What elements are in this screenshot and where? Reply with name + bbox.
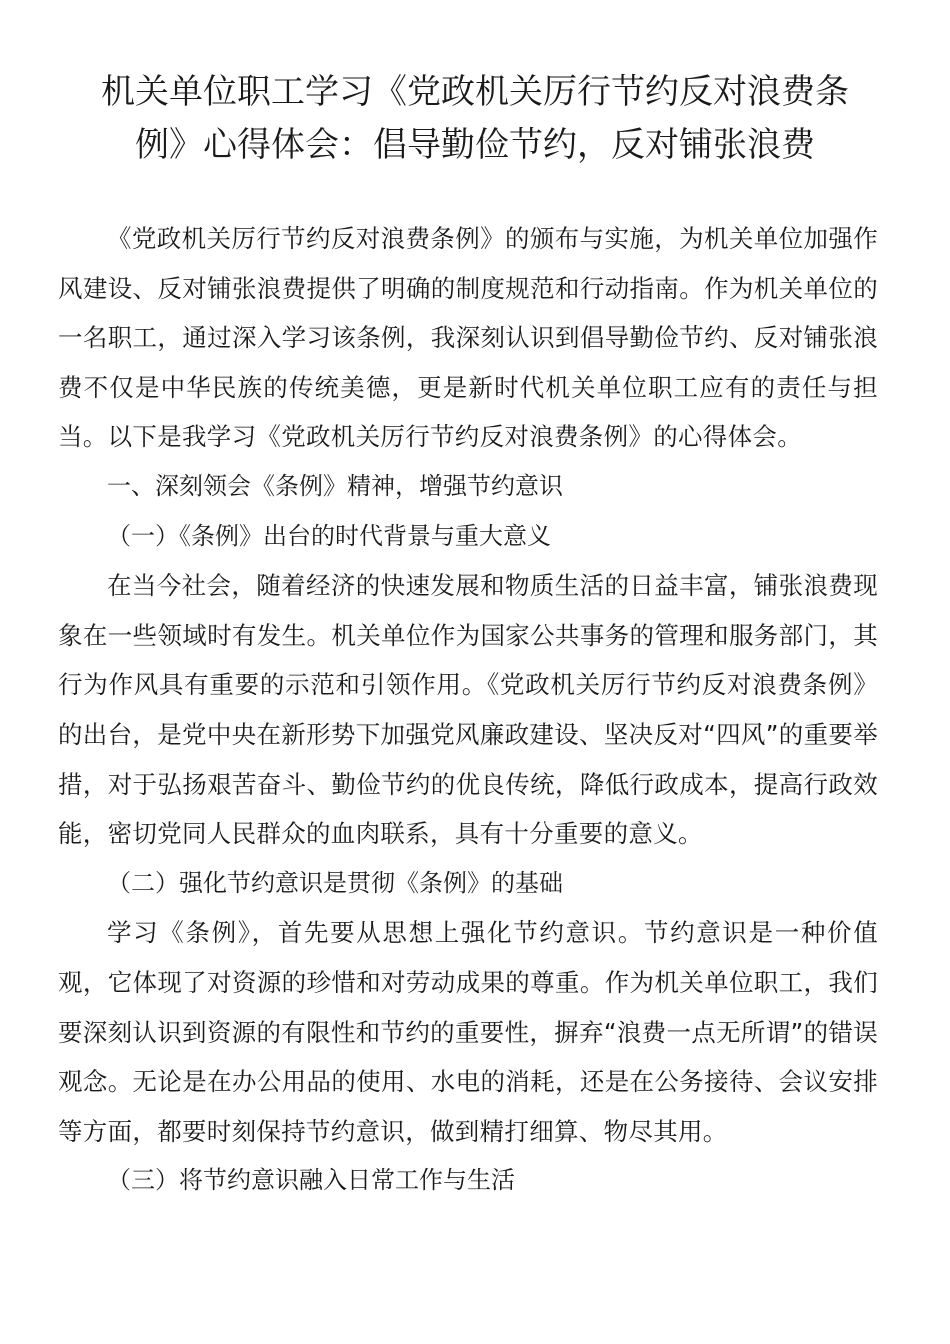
subsection-2-paragraph: 学习《条例》，首先要从思想上强化节约意识。节约意识是一种价值观，它体现了对资源的珍惜和对劳动成果的尊重。作为机关单位职工，我们要深刻认识到资源的有限性和节约的重要性，摒弃“浪费一点无所谓”的错误观念。无论是在办公用品的使用、水电的消耗，还是在公务接待、会议安排等方面，都要时刻保持节约意识，做到精打细算、物尽其用。: [58, 918, 878, 1146]
document-body: [58, 214, 878, 1206]
section-1-heading: 一、深刻领会《条例》精神，增强节约意识: [107, 471, 563, 500]
title-line-1: 机关单位职工学习《党政机关厉行节约反对浪费条: [101, 72, 849, 112]
subsection-1-heading: （一）《条例》出台的时代背景与重大意义: [107, 521, 551, 550]
intro-paragraph: 《党政机关厉行节约反对浪费条例》的颁布与实施，为机关单位加强作风建设、反对铺张浪费提供了明确的制度规范和行动指南。作为机关单位的一名职工，通过深入学习该条例，我深刻认识到倡导勤俭节约、反对铺张浪费不仅是中华民族的传统美德，更是新时代机关单位职工应有的责任与担当。以下是我学习《党政机关厉行节约反对浪费条例》的心得体会。: [58, 224, 878, 452]
document-title: [60, 66, 890, 172]
subsection-1-paragraph: 在当今社会，随着经济的快速发展和物质生活的日益丰富，铺张浪费现象在一些领域时有发生。机关单位作为国家公共事务的管理和服务部门，其行为作风具有重要的示范和引领作用。《党政机关厉行节约反对浪费条例》的出台，是党中央在新形势下加强党风廉政建设、坚决反对“四风”的重要举措，对于弘扬艰苦奋斗、勤俭节约的优良传统，降低行政成本，提高行政效能，密切党同人民群众的血肉联系，具有十分重要的意义。: [58, 571, 878, 849]
subsection-2-heading: （二）强化节约意识是贯彻《条例》的基础: [107, 868, 563, 897]
title-line-2: 例》心得体会：倡导勤俭节约，反对铺张浪费: [135, 125, 815, 165]
subsection-3-heading: （三）将节约意识融入日常工作与生活: [107, 1166, 515, 1195]
